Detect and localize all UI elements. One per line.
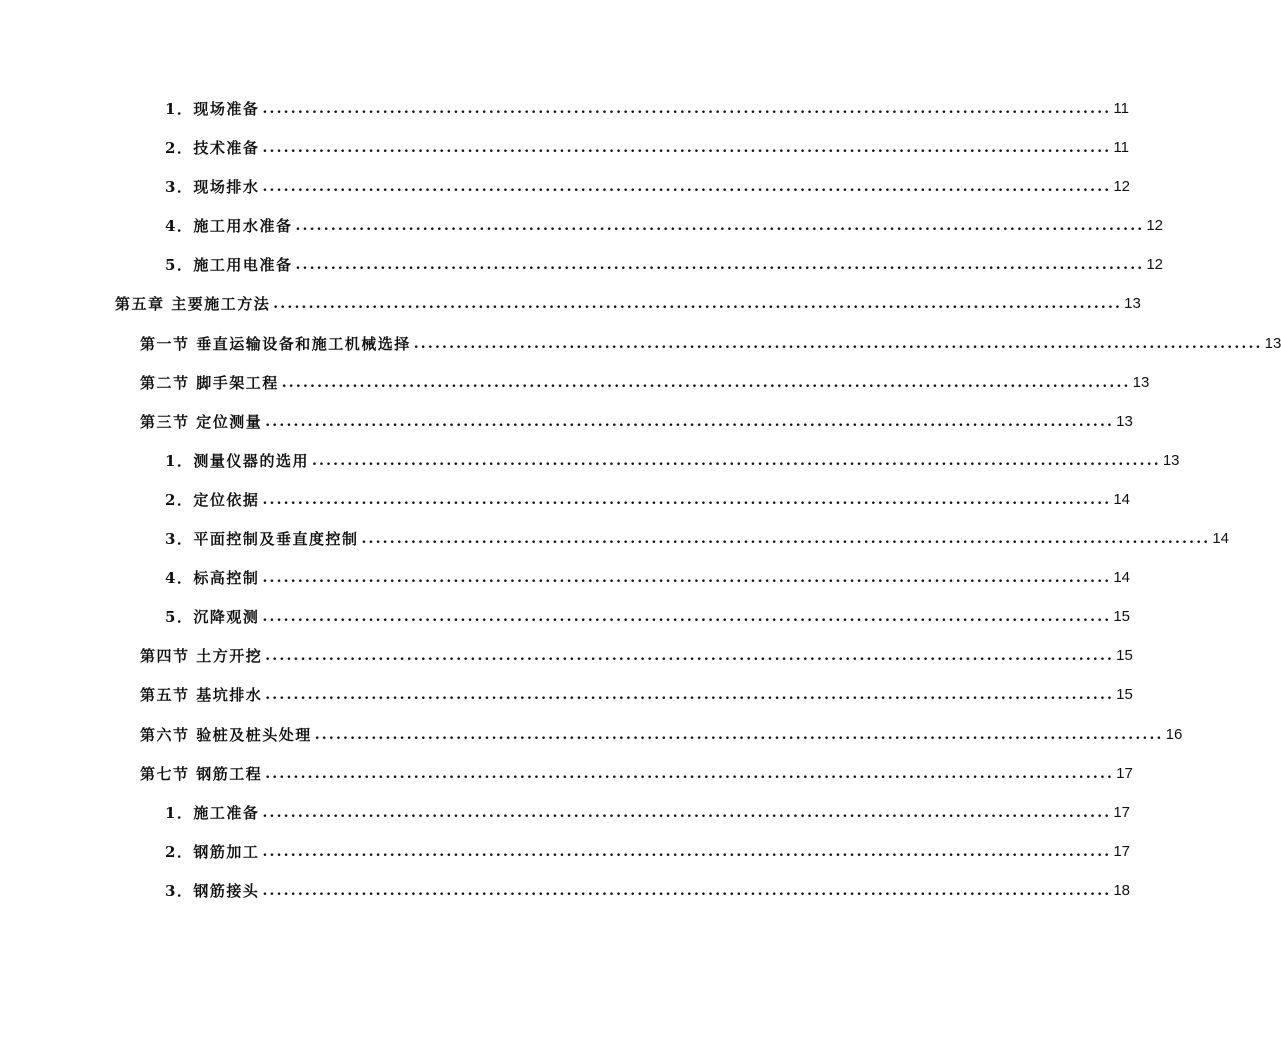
toc-entry-title: 3．平面控制及垂直度控制 [165,530,359,549]
dot-leader: ........................................................................................................................ [262,101,1112,117]
dot-leader: ........................................................................................................................ [262,140,1112,157]
toc-section-entry[interactable] [0,716,1183,755]
toc-entry-title: 2．定位依据 [165,490,260,509]
toc-page-number: 13 [1162,451,1180,469]
toc-section-entry[interactable] [0,676,1133,715]
toc-page-number: 13 [1116,412,1133,430]
toc-page-number: 18 [1113,881,1131,899]
toc-page-number: 13 [1132,373,1150,391]
toc-entry-title: 第二节 脚手架工程 [140,373,279,392]
toc-entry-title: 第六节 验桩及桩头处理 [140,725,312,744]
toc-page-number: 14 [1212,530,1230,548]
toc-page-number: 14 [1113,569,1131,587]
dot-leader: ........................................................................................................................ [262,179,1112,196]
dot-leader: ........................................................................................................................ [273,296,1123,313]
toc-page-number: 13 [1264,334,1281,352]
toc-page-number: 11 [1113,100,1129,117]
toc-entry[interactable] [0,481,1131,520]
dot-leader: ........................................................................................................................ [265,687,1115,704]
dot-leader: ........................................................................................................................ [281,374,1131,391]
toc-page-number: 17 [1113,842,1131,860]
toc-entry[interactable] [0,559,1131,598]
toc-entry-title: 3．现场排水 [165,178,260,197]
dot-leader: ........................................................................................................................ [262,570,1112,587]
toc-entry[interactable] [0,90,1129,129]
toc-page-number: 17 [1116,764,1133,782]
toc-section-entry[interactable] [0,325,1281,364]
toc-entry-title: 1．现场准备 [165,100,260,118]
dot-leader: ........................................................................................................................ [295,218,1145,235]
dot-leader: ........................................................................................................................ [413,335,1263,352]
dot-leader: ........................................................................................................................ [262,804,1112,821]
toc-page-number: 16 [1165,725,1183,743]
toc-entry-title: 第三节 定位测量 [140,412,263,431]
dot-leader: ........................................................................................................................ [311,452,1161,469]
toc-entry-title: 2．技术准备 [165,139,260,158]
dot-leader: ........................................................................................................................ [262,843,1112,860]
dot-leader: ........................................................................................................................ [361,531,1211,548]
toc-entry-title: 1．施工准备 [165,803,260,822]
toc-entry-title: 第五章 主要施工方法 [115,295,271,314]
toc-page-number: 12 [1113,178,1131,196]
toc-section-entry[interactable] [0,364,1150,403]
dot-leader: ........................................................................................................................ [262,491,1112,508]
toc-entry-title: 4．施工用水准备 [165,217,293,236]
toc-section-entry[interactable] [0,637,1133,676]
toc-page-number: 15 [1113,608,1131,626]
toc-page-number: 12 [1146,217,1164,235]
toc-entry[interactable] [0,246,1164,285]
toc-entry-title: 第四节 土方开挖 [140,647,263,666]
toc-chapter-entry[interactable] [0,285,1141,324]
table-of-contents [0,90,1281,911]
toc-entry-title: 第五节 基坑排水 [140,686,263,705]
toc-entry-title: 4．标高控制 [165,569,260,588]
dot-leader: ........................................................................................................................ [262,882,1112,899]
toc-page-number: 13 [1124,295,1141,313]
toc-entry[interactable] [0,598,1131,637]
toc-page-number: 15 [1116,686,1133,704]
toc-entry[interactable] [0,794,1131,833]
toc-page-number: 12 [1146,256,1164,274]
toc-page-number: 11 [1113,139,1129,157]
toc-section-entry[interactable] [0,755,1133,794]
toc-entry[interactable] [0,442,1180,481]
toc-entry[interactable] [0,207,1164,246]
toc-entry[interactable] [0,168,1131,207]
dot-leader: ........................................................................................................................ [265,413,1115,430]
toc-entry[interactable] [0,833,1131,872]
toc-section-entry[interactable] [0,403,1133,442]
toc-entry-title: 2．钢筋加工 [165,842,260,861]
toc-entry[interactable] [0,129,1129,168]
toc-entry-title: 第一节 垂直运输设备和施工机械选择 [140,334,411,353]
toc-page-number: 14 [1113,490,1131,508]
dot-leader: ........................................................................................................................ [295,257,1145,274]
toc-page-number: 17 [1113,803,1131,821]
toc-entry-title: 5．沉降观测 [165,608,260,627]
toc-entry[interactable] [0,520,1230,559]
dot-leader: ........................................................................................................................ [262,609,1112,626]
toc-entry-title: 5．施工用电准备 [165,256,293,275]
toc-entry-title: 第七节 钢筋工程 [140,764,263,783]
toc-entry[interactable] [0,872,1131,911]
dot-leader: ........................................................................................................................ [265,648,1115,665]
dot-leader: ........................................................................................................................ [265,765,1115,782]
toc-entry-title: 3．钢筋接头 [165,881,260,900]
toc-entry-title: 1．测量仪器的选用 [165,451,309,470]
dot-leader: ........................................................................................................................ [314,726,1164,743]
toc-page-number: 15 [1116,647,1133,665]
